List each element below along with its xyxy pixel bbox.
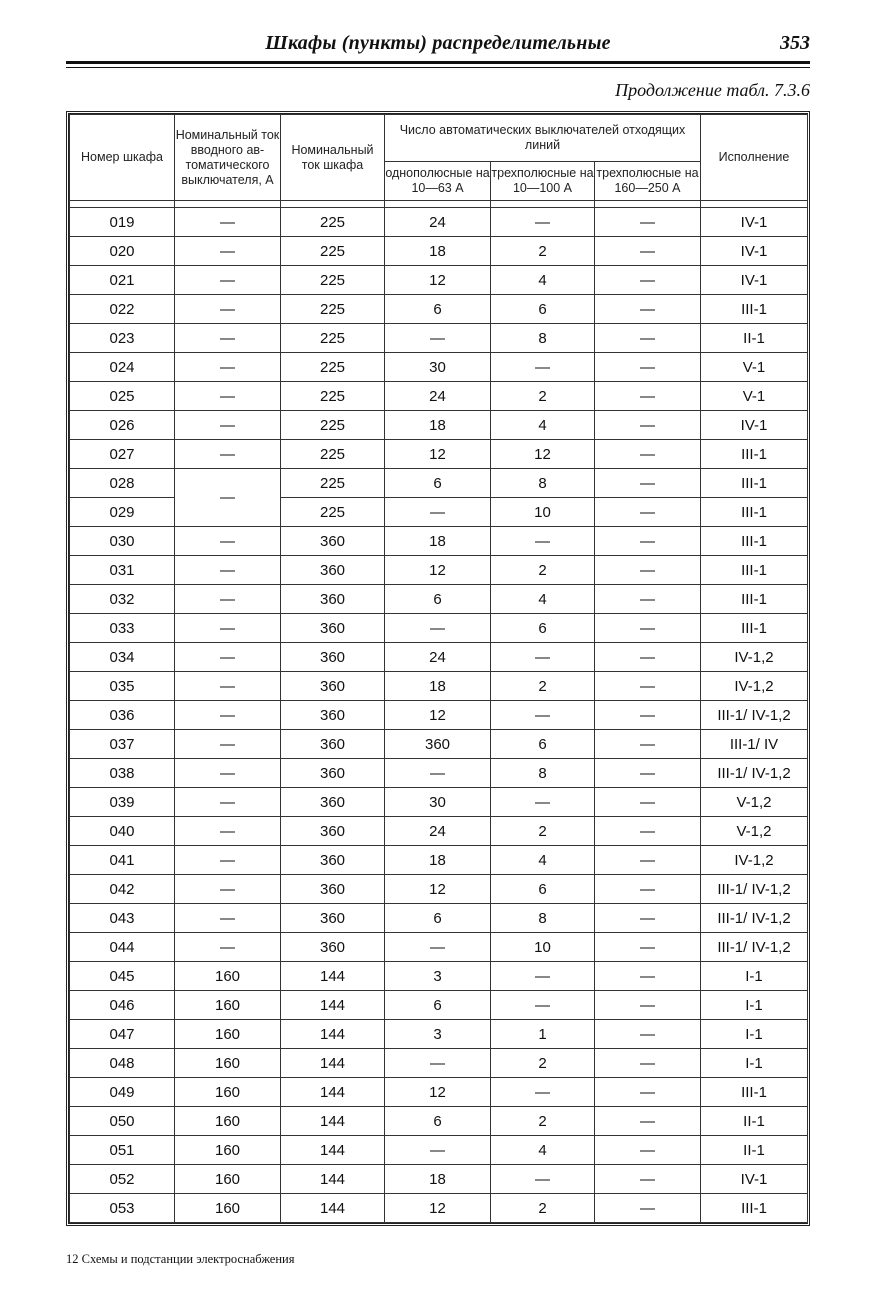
cell-design: I-1 — [701, 991, 808, 1020]
cell-cabinet-number: 031 — [70, 556, 175, 585]
page-footer: 12 Схемы и подстанции электроснабжения — [66, 1252, 295, 1266]
cell-cabinet-number: 027 — [70, 440, 175, 469]
cell-three-pole-small: 6 — [491, 875, 595, 904]
cell-cabinet-number: 036 — [70, 701, 175, 730]
cell-three-pole-large: — — [595, 498, 701, 527]
cell-design: III-1/ IV-1,2 — [701, 904, 808, 933]
cell-three-pole-large: — — [595, 817, 701, 846]
cell-cabinet-current: 360 — [281, 875, 385, 904]
header-input-breaker-current: Номинальный ток вводного ав- томатического выключателя, А — [175, 115, 281, 201]
cell-cabinet-number: 022 — [70, 295, 175, 324]
table-row — [70, 904, 808, 933]
cell-cabinet-number: 020 — [70, 237, 175, 266]
cell-cabinet-number: 039 — [70, 788, 175, 817]
cell-cabinet-current: 360 — [281, 527, 385, 556]
table-row — [70, 962, 808, 991]
header-cabinet-current: Номинальный ток шкафа — [281, 115, 385, 201]
cell-cabinet-current: 225 — [281, 411, 385, 440]
cell-three-pole-small: 6 — [491, 614, 595, 643]
table-row — [70, 817, 808, 846]
cell-cabinet-number: 053 — [70, 1194, 175, 1223]
cell-cabinet-number: 024 — [70, 353, 175, 382]
cell-three-pole-small: 4 — [491, 411, 595, 440]
cell-three-pole-large: — — [595, 962, 701, 991]
cell-cabinet-current: 144 — [281, 962, 385, 991]
cell-design: IV-1,2 — [701, 846, 808, 875]
cell-three-pole-large: — — [595, 875, 701, 904]
cell-design: III-1 — [701, 527, 808, 556]
cell-input-current: — — [175, 846, 281, 875]
header-three-pole-small: трехполюсные на 10—100 А — [491, 162, 595, 201]
cell-single-pole: 24 — [385, 817, 491, 846]
page-number: 353 — [780, 32, 810, 54]
cell-three-pole-small: 2 — [491, 1194, 595, 1223]
cell-single-pole: 3 — [385, 1020, 491, 1049]
cell-input-current: — — [175, 353, 281, 382]
cell-cabinet-current: 360 — [281, 585, 385, 614]
cell-input-current: — — [175, 237, 281, 266]
cell-three-pole-large: — — [595, 266, 701, 295]
table-row — [70, 614, 808, 643]
cell-single-pole: 6 — [385, 585, 491, 614]
cell-design: III-1 — [701, 585, 808, 614]
cell-cabinet-number: 051 — [70, 1136, 175, 1165]
cell-cabinet-number: 043 — [70, 904, 175, 933]
cell-three-pole-large: — — [595, 759, 701, 788]
cell-cabinet-current: 360 — [281, 788, 385, 817]
cell-three-pole-large: — — [595, 237, 701, 266]
cell-three-pole-large: — — [595, 933, 701, 962]
cell-cabinet-current: 225 — [281, 324, 385, 353]
cell-input-current: — — [175, 585, 281, 614]
cell-design: V-1,2 — [701, 817, 808, 846]
cell-cabinet-number: 050 — [70, 1107, 175, 1136]
table-row — [70, 266, 808, 295]
cell-single-pole: 360 — [385, 730, 491, 759]
cell-three-pole-small: — — [491, 1165, 595, 1194]
cell-cabinet-current: 225 — [281, 382, 385, 411]
table-row — [70, 933, 808, 962]
cell-input-current: 160 — [175, 1049, 281, 1078]
cell-three-pole-large: — — [595, 295, 701, 324]
cell-input-current: — — [175, 614, 281, 643]
cell-design: IV-1 — [701, 266, 808, 295]
header-row-1 — [70, 115, 808, 162]
cell-three-pole-large: — — [595, 1165, 701, 1194]
cell-design: III-1 — [701, 556, 808, 585]
cell-design: IV-1 — [701, 237, 808, 266]
cell-cabinet-current: 144 — [281, 1194, 385, 1223]
cell-single-pole: — — [385, 498, 491, 527]
table-row — [70, 585, 808, 614]
cell-cabinet-number: 019 — [70, 208, 175, 237]
cell-three-pole-large: — — [595, 556, 701, 585]
table-caption: Продолжение табл. 7.3.6 — [615, 80, 810, 100]
cell-cabinet-current: 360 — [281, 730, 385, 759]
cell-input-current: — — [175, 817, 281, 846]
cell-three-pole-small: 8 — [491, 904, 595, 933]
cell-cabinet-number: 035 — [70, 672, 175, 701]
cell-input-current: 160 — [175, 1194, 281, 1223]
cell-design: V-1 — [701, 353, 808, 382]
cell-three-pole-small: 8 — [491, 324, 595, 353]
header-cabinet-number: Номер шкафа — [70, 115, 175, 201]
cell-three-pole-large: — — [595, 614, 701, 643]
cell-design: III-1 — [701, 498, 808, 527]
data-table-frame — [66, 111, 810, 1226]
table-row — [70, 1136, 808, 1165]
cell-cabinet-current: 360 — [281, 614, 385, 643]
cell-three-pole-large: — — [595, 440, 701, 469]
cell-input-current: — — [175, 382, 281, 411]
cell-design: I-1 — [701, 1049, 808, 1078]
cell-cabinet-current: 144 — [281, 1078, 385, 1107]
cell-input-current: — — [175, 295, 281, 324]
table-row — [70, 324, 808, 353]
cell-cabinet-current: 144 — [281, 1049, 385, 1078]
cell-cabinet-current: 360 — [281, 904, 385, 933]
cell-cabinet-number: 029 — [70, 498, 175, 527]
cell-single-pole: 24 — [385, 382, 491, 411]
cell-design: III-1/ IV — [701, 730, 808, 759]
cell-cabinet-current: 144 — [281, 1107, 385, 1136]
cell-cabinet-current: 144 — [281, 1165, 385, 1194]
cell-three-pole-large: — — [595, 1049, 701, 1078]
table-row — [70, 701, 808, 730]
cell-single-pole: 18 — [385, 237, 491, 266]
cell-cabinet-current: 360 — [281, 672, 385, 701]
cell-three-pole-small: 2 — [491, 1049, 595, 1078]
cell-three-pole-small: 2 — [491, 1107, 595, 1136]
cell-design: IV-1 — [701, 1165, 808, 1194]
table-row — [70, 469, 808, 498]
cell-design: II-1 — [701, 324, 808, 353]
cell-design: III-1/ IV-1,2 — [701, 701, 808, 730]
cell-design: II-1 — [701, 1136, 808, 1165]
table-row — [70, 1020, 808, 1049]
cell-input-current: — — [175, 527, 281, 556]
table-row — [70, 730, 808, 759]
table-row — [70, 1165, 808, 1194]
cell-three-pole-small: 8 — [491, 469, 595, 498]
cell-cabinet-current: 360 — [281, 817, 385, 846]
cell-single-pole: 24 — [385, 643, 491, 672]
cell-input-current: — — [175, 208, 281, 237]
table-row — [70, 788, 808, 817]
cell-input-current: 160 — [175, 1078, 281, 1107]
cell-input-current: — — [175, 556, 281, 585]
cell-three-pole-small: — — [491, 962, 595, 991]
cell-three-pole-small: 4 — [491, 846, 595, 875]
cell-design: III-1 — [701, 1078, 808, 1107]
table-row — [70, 1194, 808, 1223]
table-row — [70, 759, 808, 788]
table-row — [70, 237, 808, 266]
cell-three-pole-small: 6 — [491, 730, 595, 759]
table-row — [70, 1078, 808, 1107]
cell-input-current: 160 — [175, 1020, 281, 1049]
header-design: Исполнение — [701, 115, 808, 201]
cell-cabinet-current: 225 — [281, 295, 385, 324]
cell-input-current: — — [175, 469, 281, 527]
cell-three-pole-large: — — [595, 353, 701, 382]
cell-three-pole-large: — — [595, 1107, 701, 1136]
table-row — [70, 1107, 808, 1136]
table-row — [70, 672, 808, 701]
cell-cabinet-current: 360 — [281, 643, 385, 672]
cell-three-pole-large: — — [595, 991, 701, 1020]
cell-single-pole: 6 — [385, 904, 491, 933]
cell-three-pole-large: — — [595, 411, 701, 440]
header-rule-thick — [66, 61, 810, 64]
table-row — [70, 643, 808, 672]
cell-single-pole: — — [385, 759, 491, 788]
cell-cabinet-current: 360 — [281, 556, 385, 585]
cell-three-pole-small: 10 — [491, 498, 595, 527]
cell-cabinet-number: 052 — [70, 1165, 175, 1194]
cell-three-pole-large: — — [595, 846, 701, 875]
cell-single-pole: 12 — [385, 875, 491, 904]
cell-design: III-1 — [701, 440, 808, 469]
cell-design: IV-1,2 — [701, 672, 808, 701]
cell-cabinet-current: 225 — [281, 469, 385, 498]
cell-single-pole: — — [385, 933, 491, 962]
cell-single-pole: — — [385, 1049, 491, 1078]
cell-single-pole: 18 — [385, 1165, 491, 1194]
cell-single-pole: 18 — [385, 527, 491, 556]
cell-three-pole-small: — — [491, 353, 595, 382]
cell-three-pole-small: 2 — [491, 817, 595, 846]
cell-input-current: — — [175, 904, 281, 933]
cell-cabinet-number: 041 — [70, 846, 175, 875]
cell-cabinet-number: 038 — [70, 759, 175, 788]
header-outgoing-breakers: Число автоматических выключателей отходящих линий — [385, 115, 701, 162]
cell-three-pole-large: — — [595, 643, 701, 672]
cell-single-pole: 12 — [385, 266, 491, 295]
cell-cabinet-number: 045 — [70, 962, 175, 991]
cell-cabinet-number: 023 — [70, 324, 175, 353]
cell-design: I-1 — [701, 1020, 808, 1049]
cell-three-pole-large: — — [595, 527, 701, 556]
cell-cabinet-current: 360 — [281, 701, 385, 730]
cell-three-pole-small: 12 — [491, 440, 595, 469]
cell-input-current: — — [175, 701, 281, 730]
table-row — [70, 875, 808, 904]
cell-cabinet-number: 040 — [70, 817, 175, 846]
cell-input-current: 160 — [175, 1136, 281, 1165]
table-row — [70, 208, 808, 237]
cell-cabinet-number: 034 — [70, 643, 175, 672]
table-row — [70, 295, 808, 324]
cell-design: III-1 — [701, 1194, 808, 1223]
cell-cabinet-number: 025 — [70, 382, 175, 411]
cell-three-pole-small: — — [491, 643, 595, 672]
cell-cabinet-number: 033 — [70, 614, 175, 643]
cell-cabinet-number: 049 — [70, 1078, 175, 1107]
cell-three-pole-large: — — [595, 1078, 701, 1107]
cell-design: III-1 — [701, 469, 808, 498]
table-row — [70, 527, 808, 556]
cell-input-current: — — [175, 440, 281, 469]
cell-single-pole: 6 — [385, 1107, 491, 1136]
cell-single-pole: 18 — [385, 672, 491, 701]
cell-three-pole-small: 4 — [491, 585, 595, 614]
cell-design: III-1 — [701, 295, 808, 324]
cell-cabinet-current: 225 — [281, 440, 385, 469]
cell-single-pole: 12 — [385, 1078, 491, 1107]
cell-three-pole-large: — — [595, 672, 701, 701]
table-row — [70, 411, 808, 440]
cell-cabinet-number: 048 — [70, 1049, 175, 1078]
cell-single-pole: 30 — [385, 788, 491, 817]
cell-input-current: — — [175, 266, 281, 295]
cell-cabinet-number: 046 — [70, 991, 175, 1020]
cell-three-pole-large: — — [595, 1020, 701, 1049]
cell-three-pole-small: 2 — [491, 556, 595, 585]
cell-cabinet-current: 144 — [281, 1020, 385, 1049]
cell-cabinet-number: 030 — [70, 527, 175, 556]
cell-cabinet-current: 144 — [281, 991, 385, 1020]
cell-single-pole: 12 — [385, 556, 491, 585]
cell-three-pole-small: 2 — [491, 382, 595, 411]
cell-input-current: — — [175, 411, 281, 440]
cell-three-pole-large: — — [595, 208, 701, 237]
cell-cabinet-number: 044 — [70, 933, 175, 962]
cell-three-pole-small: 8 — [491, 759, 595, 788]
cell-design: III-1/ IV-1,2 — [701, 875, 808, 904]
cell-three-pole-large: — — [595, 585, 701, 614]
cell-design: III-1/ IV-1,2 — [701, 933, 808, 962]
cell-three-pole-small: 2 — [491, 672, 595, 701]
cell-single-pole: 12 — [385, 701, 491, 730]
cell-single-pole: — — [385, 614, 491, 643]
table-row — [70, 1049, 808, 1078]
cell-cabinet-current: 360 — [281, 846, 385, 875]
cell-three-pole-large: — — [595, 730, 701, 759]
header-separator-row — [70, 201, 808, 208]
cell-single-pole: 12 — [385, 1194, 491, 1223]
cell-three-pole-small: 4 — [491, 1136, 595, 1165]
cell-three-pole-large: — — [595, 324, 701, 353]
cell-three-pole-large: — — [595, 469, 701, 498]
cell-input-current: — — [175, 730, 281, 759]
cell-cabinet-current: 360 — [281, 759, 385, 788]
cell-input-current: — — [175, 672, 281, 701]
cell-input-current: — — [175, 933, 281, 962]
cell-design: I-1 — [701, 962, 808, 991]
cell-three-pole-large: — — [595, 1194, 701, 1223]
cell-input-current: 160 — [175, 1107, 281, 1136]
cell-design: V-1 — [701, 382, 808, 411]
distribution-cabinets-table — [69, 114, 808, 1223]
cell-three-pole-small: 2 — [491, 237, 595, 266]
cell-cabinet-current: 144 — [281, 1136, 385, 1165]
cell-single-pole: 6 — [385, 295, 491, 324]
table-body — [70, 201, 808, 1223]
cell-three-pole-small: — — [491, 527, 595, 556]
cell-cabinet-number: 047 — [70, 1020, 175, 1049]
cell-input-current: 160 — [175, 962, 281, 991]
cell-design: V-1,2 — [701, 788, 808, 817]
cell-cabinet-current: 360 — [281, 933, 385, 962]
cell-three-pole-small: — — [491, 701, 595, 730]
cell-single-pole: 18 — [385, 411, 491, 440]
cell-three-pole-small: — — [491, 788, 595, 817]
cell-single-pole: — — [385, 1136, 491, 1165]
cell-single-pole: 3 — [385, 962, 491, 991]
cell-input-current: — — [175, 324, 281, 353]
cell-cabinet-number: 028 — [70, 469, 175, 498]
header-rule-thin — [66, 67, 810, 68]
table-row — [70, 353, 808, 382]
cell-single-pole: 30 — [385, 353, 491, 382]
table-row — [70, 846, 808, 875]
cell-design: II-1 — [701, 1107, 808, 1136]
cell-cabinet-current: 225 — [281, 498, 385, 527]
table-row — [70, 991, 808, 1020]
cell-design: IV-1 — [701, 208, 808, 237]
cell-three-pole-small: 4 — [491, 266, 595, 295]
cell-design: III-1/ IV-1,2 — [701, 759, 808, 788]
cell-cabinet-current: 225 — [281, 237, 385, 266]
cell-three-pole-large: — — [595, 382, 701, 411]
running-header-title: Шкафы (пункты) распределительные — [265, 32, 611, 54]
cell-input-current: — — [175, 643, 281, 672]
cell-three-pole-small: — — [491, 991, 595, 1020]
table-row — [70, 556, 808, 585]
cell-single-pole: 6 — [385, 991, 491, 1020]
cell-three-pole-large: — — [595, 788, 701, 817]
cell-three-pole-small: — — [491, 1078, 595, 1107]
cell-input-current: — — [175, 875, 281, 904]
cell-input-current: — — [175, 788, 281, 817]
cell-single-pole: 6 — [385, 469, 491, 498]
cell-cabinet-number: 032 — [70, 585, 175, 614]
cell-cabinet-current: 225 — [281, 353, 385, 382]
cell-cabinet-current: 225 — [281, 266, 385, 295]
cell-three-pole-small: — — [491, 208, 595, 237]
cell-input-current: 160 — [175, 1165, 281, 1194]
cell-cabinet-current: 225 — [281, 208, 385, 237]
header-single-pole: однополюсные на 10—63 А — [385, 162, 491, 201]
cell-design: IV-1 — [701, 411, 808, 440]
cell-single-pole: 12 — [385, 440, 491, 469]
cell-cabinet-number: 042 — [70, 875, 175, 904]
cell-three-pole-small: 6 — [491, 295, 595, 324]
cell-single-pole: 18 — [385, 846, 491, 875]
cell-cabinet-number: 021 — [70, 266, 175, 295]
cell-input-current: 160 — [175, 991, 281, 1020]
cell-cabinet-number: 037 — [70, 730, 175, 759]
cell-input-current: — — [175, 759, 281, 788]
cell-three-pole-large: — — [595, 701, 701, 730]
cell-three-pole-small: 1 — [491, 1020, 595, 1049]
cell-three-pole-large: — — [595, 904, 701, 933]
cell-three-pole-small: 10 — [491, 933, 595, 962]
header-three-pole-large: трехполюсные на 160—250 А — [595, 162, 701, 201]
cell-single-pole: — — [385, 324, 491, 353]
table-row — [70, 382, 808, 411]
table-row — [70, 440, 808, 469]
cell-design: III-1 — [701, 614, 808, 643]
cell-cabinet-number: 026 — [70, 411, 175, 440]
cell-design: IV-1,2 — [701, 643, 808, 672]
cell-single-pole: 24 — [385, 208, 491, 237]
cell-three-pole-large: — — [595, 1136, 701, 1165]
